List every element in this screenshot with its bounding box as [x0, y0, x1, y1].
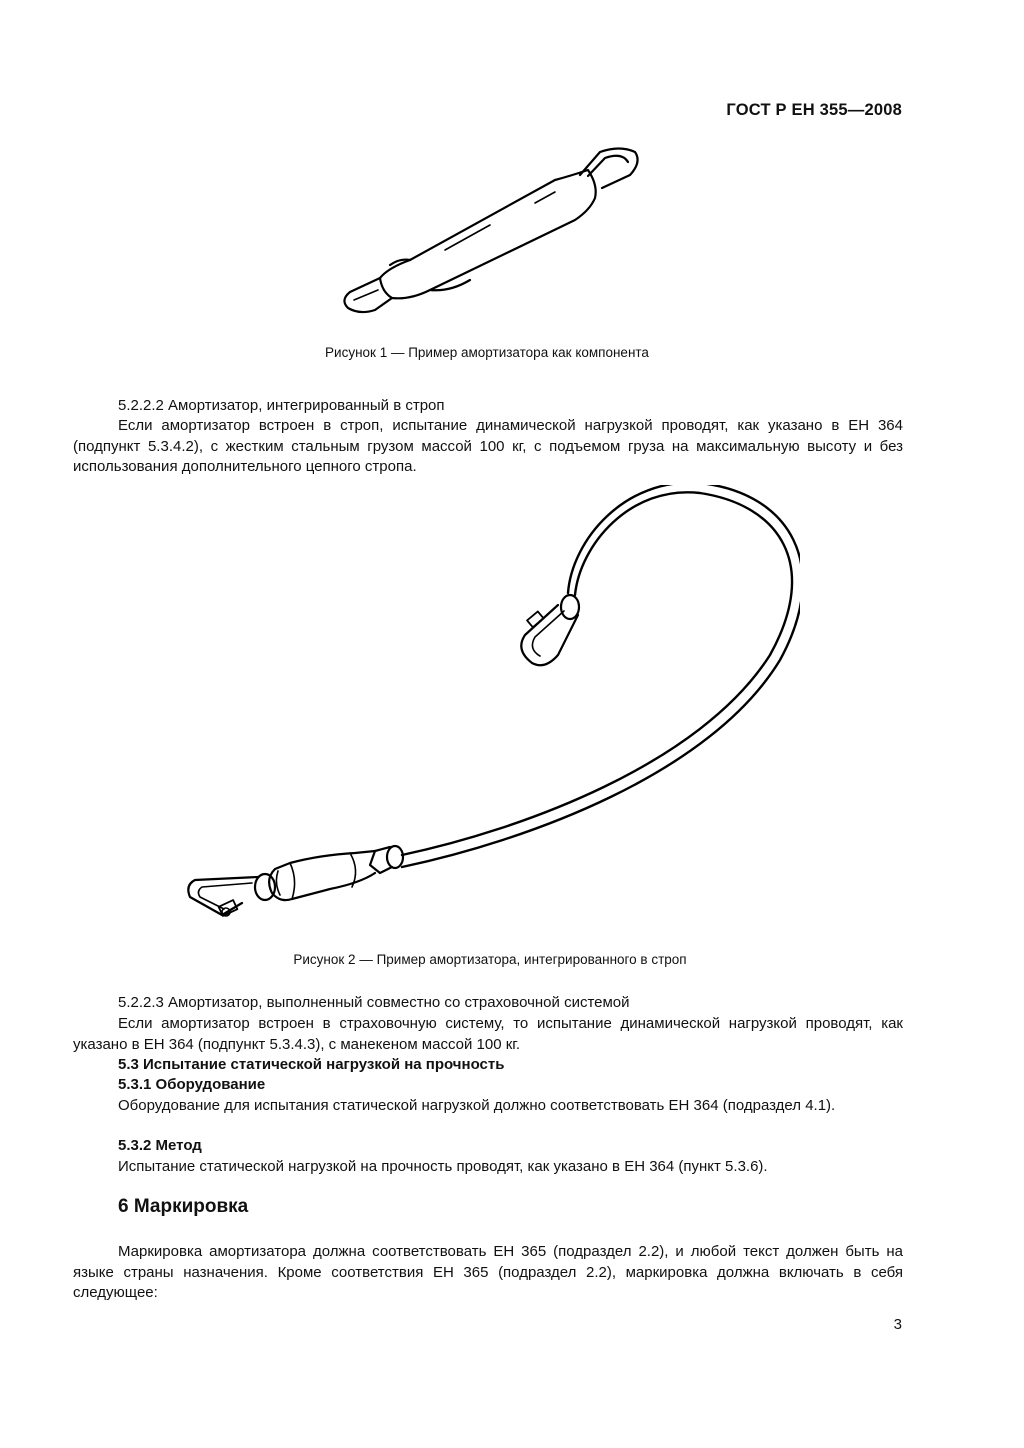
figure1-caption: Рисунок 1 — Пример амортизатора как компонента	[325, 345, 649, 360]
section-5-3-2-title: 5.3.2 Метод	[118, 1137, 202, 1154]
figure2-lanyard-illustration	[180, 485, 800, 935]
section-5-2-2-3-title: 5.2.2.3 Амортизатор, выполненный совместно со страховочной системой	[118, 994, 630, 1011]
section-5-3-1-title: 5.3.1 Оборудование	[118, 1076, 266, 1093]
section-6-heading: 6 Маркировка	[118, 1196, 249, 1217]
section-6-body: Маркировка амортизатора должна соответствовать ЕН 365 (подраздел 2.2), и любой текст должен быть на языке страны назначения. Кроме соответствия ЕН 365 (подраздел 2.2), маркировка должна включать в себя следующее:	[73, 1243, 903, 1301]
document-header-id: ГОСТ Р ЕН 355—2008	[726, 101, 902, 119]
section-5-2-2-2-title: 5.2.2.2 Амортизатор, интегрированный в строп	[118, 397, 445, 414]
figure2-caption: Рисунок 2 — Пример амортизатора, интегрированного в строп	[293, 952, 687, 967]
page-number: 3	[893, 1316, 902, 1333]
figure1-absorber-illustration	[330, 140, 660, 325]
section-5-2-2-3-body: Если амортизатор встроен в страховочную систему, то испытание динамической нагрузкой проводят, как указано в ЕН 364 (подпункт 5.3.4.3), с манекеном массой 100 кг.	[73, 1015, 903, 1053]
section-5-3-1-body: Оборудование для испытания статической нагрузкой должно соответствовать ЕН 364 (подраздел 4.1).	[118, 1097, 836, 1114]
section-5-2-2-2-body: Если амортизатор встроен в строп, испытание динамической нагрузкой проводят, как указано в ЕН 364 (подпункт 5.3.4.2), с жестким стальным грузом массой 100 кг, с подъемом груза на максимальную высоту и без использования дополнительного цепного стропа.	[73, 417, 903, 475]
section-5-3-title: 5.3 Испытание статической нагрузкой на прочность	[118, 1056, 505, 1073]
section-5-3-2-body: Испытание статической нагрузкой на прочность проводят, как указано в ЕН 364 (пункт 5.3.6).	[118, 1158, 768, 1175]
